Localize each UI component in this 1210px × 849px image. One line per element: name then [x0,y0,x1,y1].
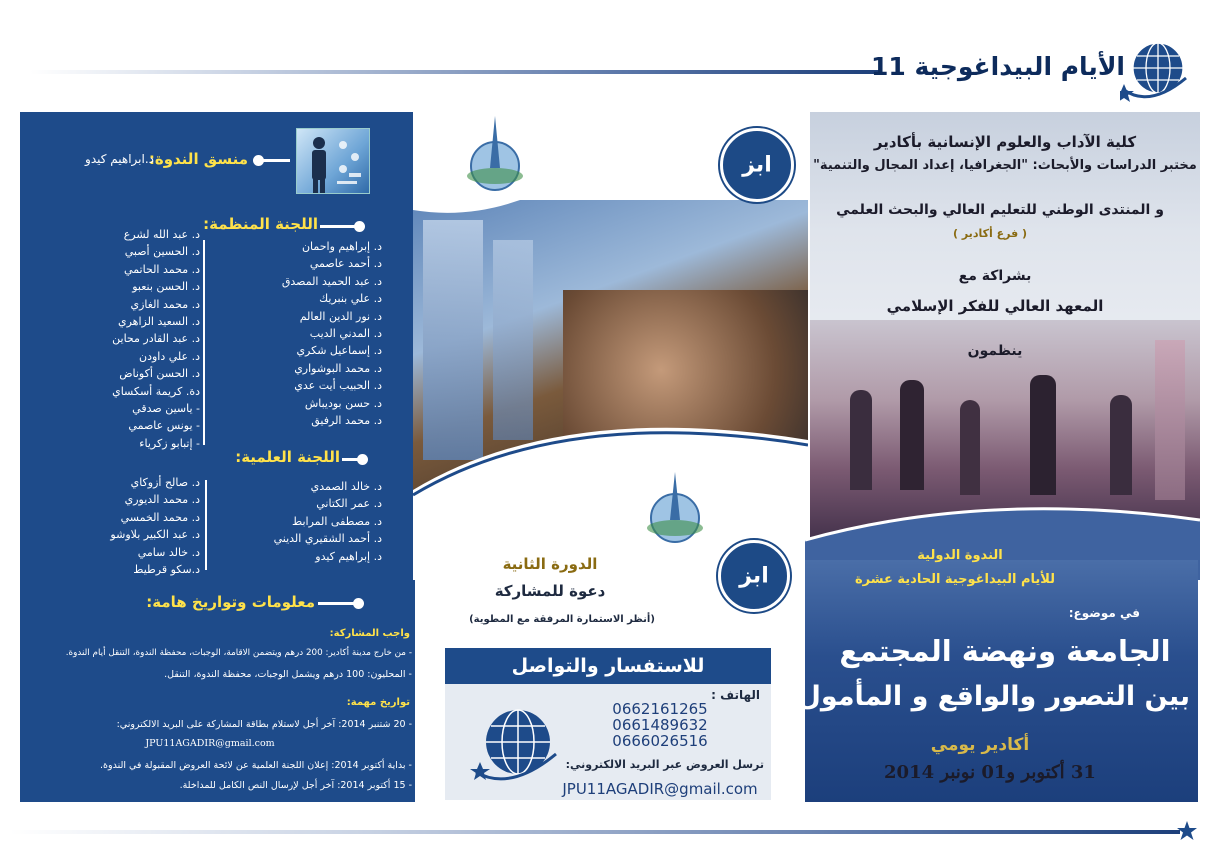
organizing-line [320,225,360,228]
institute-text: المعهد العالي للفكر الإسلامي [886,297,1104,315]
list-item: د. إبراهيم كيدو [315,549,382,563]
scientific-title: اللجنة العلمية: [235,448,340,466]
list-item: - يونس عاصمي [128,419,200,433]
list-item: د. علي بنبريك [319,292,382,306]
symposium-line-2: للأيام البيداغوجية الحادية عشرة [854,572,1056,587]
scientific-list-2 [50,474,200,578]
contact-email: JPU11AGADIR@gmail.com [562,780,758,798]
list-item: - إتبابو زكرياء [139,436,200,450]
list-item: د. أحمد الشقيري الديني [273,532,382,546]
list-item: - ياسين صدقي [132,402,200,416]
dates-text: 31 أكتوبر و01 نونبر 2014 [884,762,1096,783]
header-divider [30,70,880,74]
list-item: د. خالد الصمدي [310,480,382,493]
scientific-line [342,458,362,461]
info-title: معلومات وتواريخ هامة: [146,593,315,611]
list-item: د. نور الدين العالم [299,309,382,323]
invite-text: دعوة للمشاركة [494,582,606,600]
fees-line-1: - من خارج مدينة أكادير: 200 درهم ويتضمن الاقامة، الوجبات، محفظة الندوة، التنقل أيام الندوة. [65,648,412,658]
phone-3: 0666026516 [612,732,708,750]
list-item: د. عبد الحميد المصدق [281,274,382,288]
list-item: د. عبد الكبير بلاوشو [110,528,200,542]
list-item: د. أحمد عاصمي [309,257,382,271]
phone-label: الهاتف : [711,688,760,702]
list-item: د. عمر الكتاني [316,497,382,511]
university-logo-top: ابز [720,128,794,202]
organizing-title: اللجنة المنظمة: [203,215,318,233]
organizing-list-1 [252,238,382,429]
list-item: د. محمد الديوري [124,493,200,507]
email-label: ترسل العروض عبر البريد الالكتروني: [565,758,764,771]
faculty-text: كلية الآداب والعلوم الإنسانية بأكادير [873,133,1137,151]
phone-1: 0662161265 [612,700,708,718]
dates-heading: تواريخ مهمة: [346,697,410,708]
list-item: د. الحسين أصبي [124,245,200,259]
info-line [318,602,358,605]
list-item: د. صالح أزوكاي [130,476,200,489]
globe-icon [1120,38,1190,102]
list-item: د. المدني الديب [309,327,382,341]
date-line-1: - 20 شتنبر 2014: آخر أجل لاستلام بطاقة المشاركة على البريد الالكتروني: [116,719,412,730]
committees-panel [20,112,415,802]
organize-text: ينظمون [967,343,1023,359]
date-email: JPU11AGADIR@gmail.com [145,738,275,749]
list-item: د. محمد البوشواري [294,361,382,375]
list-item: د. عبد القادر محاين [112,332,200,346]
list-item: د. إسماعيل شكري [296,344,382,358]
list-item: د. محمد الغازي [130,297,200,311]
date-line-2: - بداية أكتوبر 2014: إعلان اللجنة العلمية عن لائحة العروض المقبولة في الندوة. [100,760,412,771]
list-item: د. حسن بوديباش [304,396,382,410]
coordinator-name: د.ابراهيم كيدو [85,152,154,166]
theme-line-1: الجامعة ونهضة المجتمع [839,634,1171,668]
footer-divider [10,830,1180,834]
organizing-divider [203,240,205,445]
institute-logo-top [460,108,530,198]
list-item: د. الحسن أكوناض [119,367,200,381]
list-item: د. مصطفى المرابط [292,514,382,528]
scientific-list-1 [232,478,382,565]
list-item: د. محمد الخمسي [120,510,200,524]
list-item: د.سكو قرطيط [133,563,200,577]
list-item: د. الحسن بنعبو [132,280,200,294]
date-line-3: - 15 أكتوبر 2014: آخر أجل لإرسال النص الكامل للمداخلة. [179,780,412,791]
list-item: دة. كريمة أسكساي [112,384,200,398]
list-item: د. السعيد الزاهري [117,315,200,329]
list-item: د. محمد الرفيق [311,414,382,428]
place-text: أكادير يومي [930,735,1030,755]
list-item: د. خالد سامي [137,545,200,559]
list-item: د. الحبيب أيت عدي [294,379,382,393]
session-text: الدورة الثانية [502,555,598,573]
institute-logo-mid [640,470,710,550]
phone-2: 0661489632 [612,716,708,734]
star-icon [1176,820,1198,842]
contact-title: للاستفسار والتواصل [445,648,771,684]
branch-text: ( فرع أكادير ) [952,227,1028,240]
fees-line-2: - المحليون: 100 درهم ويشمل الوجبات، محفظة الندوة، التنقل. [164,669,412,680]
coordinator-image [296,128,370,194]
symposium-line-1: الندوة الدولية [917,548,1003,563]
coordinator-label: منسق الندوة: [148,150,248,168]
theme-line-2: بين التصور والواقع و المأمول [797,681,1190,712]
partnership-text: بشراكة مع [958,268,1032,284]
globe-icon [470,700,560,790]
coordinator-line [260,159,290,162]
scientific-divider [205,480,207,570]
topic-label: في موضوع: [1068,606,1140,620]
list-item: د. محمد الحاتمي [124,262,200,276]
list-item: د. علي داودن [138,349,200,363]
forum-text: و المنتدى الوطني للتعليم العالي والبحث العلمي [836,202,1164,218]
lab-text: مختبر الدراسات والأبحاث: "الجغرافيا، إعداد المجال والتنمية" [813,158,1197,173]
fees-heading: واجب المشاركة: [329,628,410,639]
list-item: د. إبراهيم واحمان [301,240,382,253]
organizing-list-2 [60,226,200,452]
university-logo-mid: ابز [718,540,790,612]
page-title: الأيام البيداغوجية 11 [871,52,1125,81]
note-text: (أنظر الاستمارة المرفقة مع المطوية) [469,614,655,625]
list-item: د. عبد الله لشرع [123,228,200,241]
